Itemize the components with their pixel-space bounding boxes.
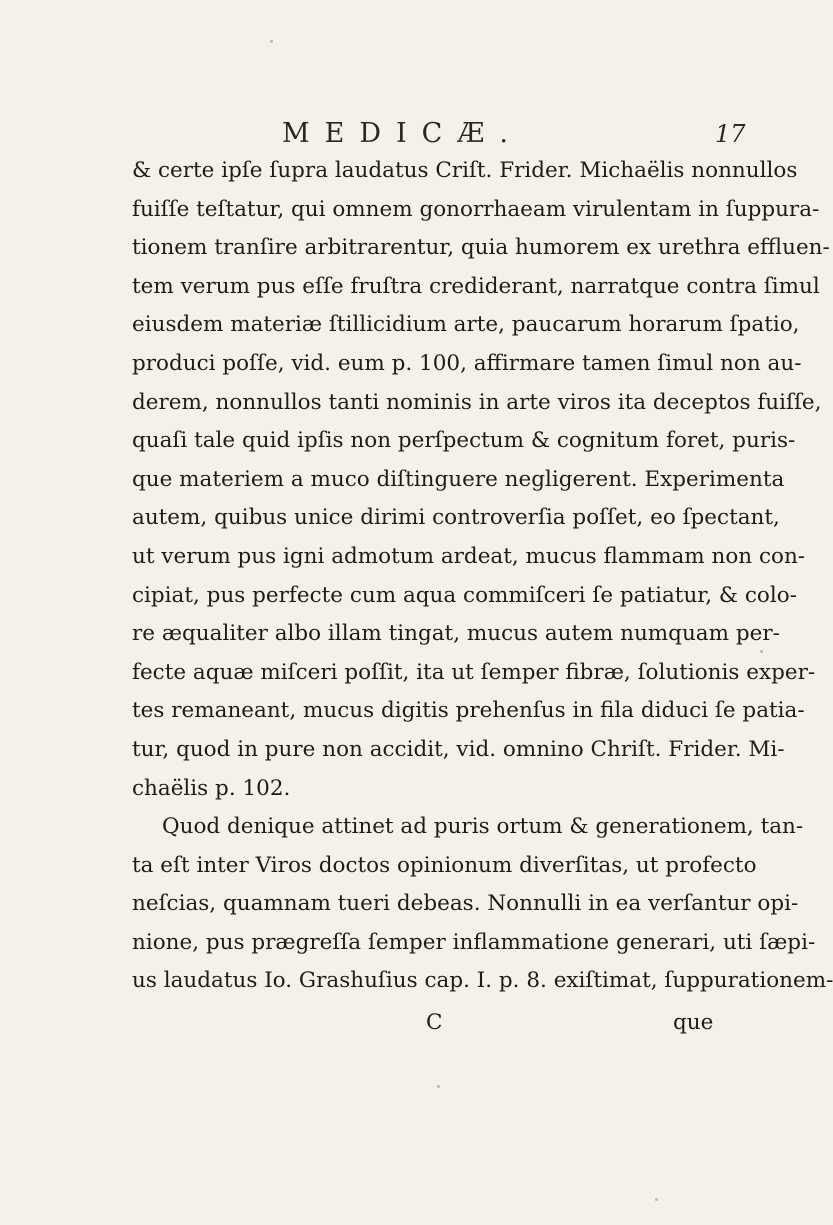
- text-line: ut verum pus igni admotum ardeat, mucus flammam non con-: [132, 543, 806, 569]
- text-line: eiusdem materiæ ſtillicidium arte, paucarum horarum ſpatio,: [132, 312, 800, 338]
- paper-speck: [437, 1085, 440, 1088]
- text-line: neſcias, quamnam tueri debeas. Nonnulli in ea verſantur opi-: [132, 891, 799, 917]
- text-line: tem verum pus eſſe fruſtra crediderant, narratque contra ſimul: [132, 273, 820, 299]
- text-line: tes remaneant, mucus digitis prehenſus in fila diduci ſe patia-: [132, 698, 805, 724]
- text-line: autem, quibus unice dirimi controverſia poſſet, eo ſpectant,: [132, 505, 780, 531]
- text-line: tur, quod in pure non accidit, vid. omnino Chriſt. Frider. Mi-: [132, 736, 785, 762]
- page-number: 17: [715, 120, 746, 148]
- text-line: quaſi tale quid ipſis non perſpectum & cognitum foret, puris-: [132, 428, 796, 454]
- text-line: ta eſt inter Viros doctos opinionum diverſitas, ut profecto: [132, 852, 757, 878]
- text-line: cipiat, pus perfecte cum aqua commiſceri ſe patiatur, & colo-: [132, 582, 797, 608]
- text-line: derem, nonnullos tanti nominis in arte viros ita deceptos fuiſſe,: [132, 389, 822, 415]
- body-text: [132, 152, 833, 1001]
- text-line: Quod denique attinet ad puris ortum & generationem, tan-: [162, 814, 804, 840]
- text-line: produci poſſe, vid. eum p. 100, affirmare tamen ſimul non au-: [132, 350, 802, 376]
- text-line: fecte aquæ miſceri poſſit, ita ut ſemper fibræ, ſolutionis exper-: [132, 659, 816, 685]
- text-line: chaëlis p. 102.: [132, 775, 291, 801]
- catchword: que: [673, 1010, 714, 1035]
- running-head: MEDICÆ.: [282, 118, 523, 149]
- paper-speck: [270, 40, 273, 43]
- page-footer: [0, 1010, 800, 1050]
- text-line: nione, pus prægreſſa ſemper inflammatione generari, uti ſæpi-: [132, 929, 816, 955]
- text-line: re æqualiter albo illam tingat, mucus autem numquam per-: [132, 621, 780, 647]
- paper-speck: [760, 650, 763, 653]
- text-line: tionem tranſire arbitrarentur, quia humorem ex urethra effluen-: [132, 235, 830, 261]
- text-line: que materiem a muco diſtinguere negligerent. Experimenta: [132, 466, 785, 492]
- paper-speck: [655, 1198, 658, 1201]
- signature-mark: C: [426, 1010, 443, 1035]
- text-line: fuiſſe teſtatur, qui omnem gonorrhaeam virulentam in ſuppura-: [132, 196, 820, 222]
- text-line: & certe ipſe ſupra laudatus Criſt. Frider. Michaëlis nonnullos: [132, 158, 798, 183]
- text-line: us laudatus Io. Grashuſius cap. I. p. 8. exiſtimat, ſuppurationem-: [132, 968, 833, 994]
